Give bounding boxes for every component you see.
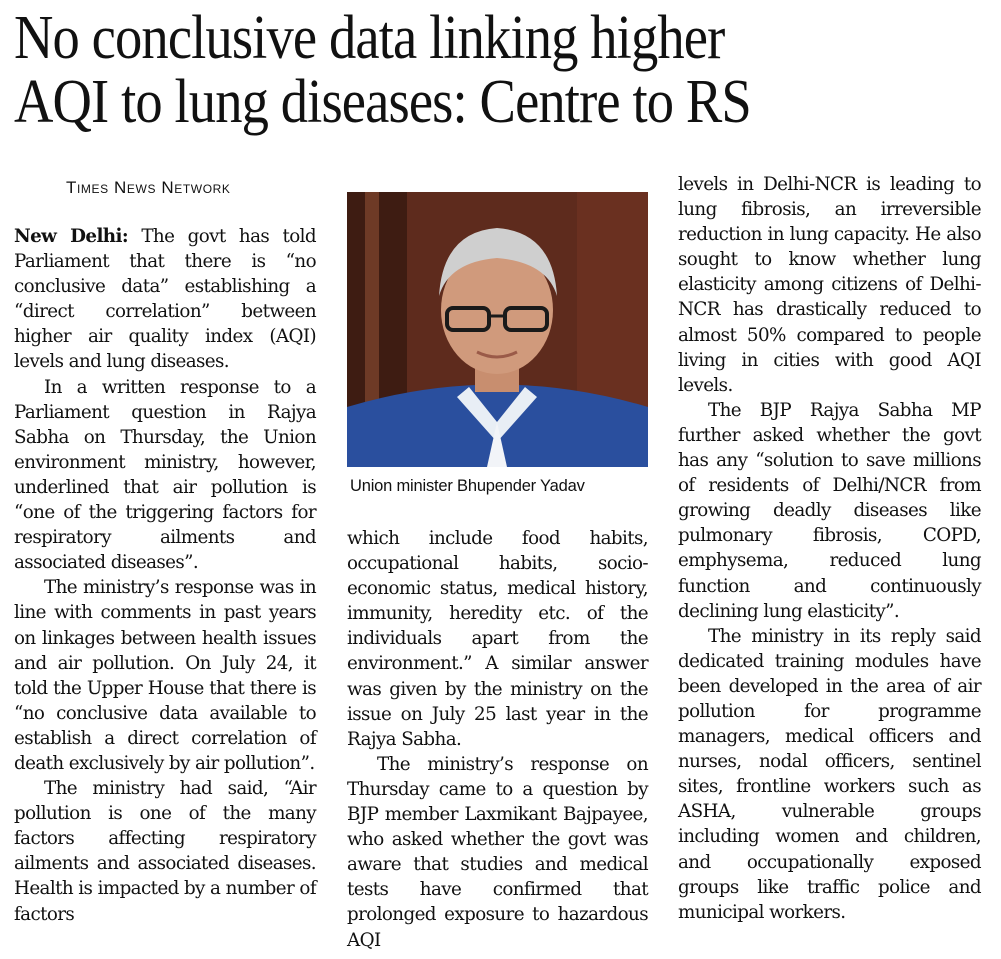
paragraph: The BJP Rajya Sabha MP further asked whether the govt has any “solution to save millions of residents of Delhi/NCR from growing deadly diseases like pulmonary fibrosis, COPD, emphysema, reduced lung function and continuously declining lung elasticity”. [678,399,981,622]
minister-photo [347,192,648,467]
paragraph: The ministry in its reply said dedicated training modules have been developed in the area of air pollution for programme managers, medical officers and nurses, nodal officers, sentinel sites, frontline workers such as ASHA, vulnerable groups including women and children, and occupationally exposed groups like traffic police and municipal workers. [678,625,981,923]
paragraph [14,224,316,375]
paragraph: In a written response to a Parliament question in Rajya Sabha on Thursday, the Union environment ministry, however, underlined that air pollution is “one of the triggering factors for respiratory ailments and associated diseases”. [14,376,316,574]
headline-line-1: No conclusive data linking higher [14,4,725,72]
headline-line-2: AQI to lung diseases: Centre to RS [14,68,751,136]
portrait-illustration [347,192,648,467]
paragraph: The ministry had said, “Air pollution is one of the many factors affecting respiratory ailments and associated diseases. Health is impacted by a number of factors [14,778,316,925]
dateline: New Delhi: [14,226,128,247]
headline [14,6,991,134]
article-column-1 [14,224,316,952]
paragraph: levels in Delhi-NCR is leading to lung fibrosis, an irreversible reduction in lung capacity. He also sought to know whether lung elasticity among citizens of Delhi-NCR has drastically reduced to almost 50% compared to people living in cities with good AQI levels. [678,174,981,396]
paragraph-text: The govt has told Parliament that there is “no conclusive data” establishing a “direct correlation” between higher air quality index (AQI) levels and lung diseases. [14,226,317,373]
paragraph: The ministry’s response on Thursday came to a question by BJP member Laxmikant Bajpayee, who asked whether the govt was aware that studies and medical tests have confirmed that prolonged exposure to hazardous AQI [347,753,648,951]
byline: Times News Network [66,178,231,197]
paragraph: which include food habits, occupational habits, socio-economic status, medical history, immunity, heredity etc. of the individuals apart from the environment.” A similar answer was given by the ministry on the issue on July 25 last year in the Rajya Sabha. [347,528,648,750]
article-column-2 [347,526,648,950]
photo-caption: Union minister Bhupender Yadav [350,477,585,495]
article-column-3 [678,172,981,952]
paragraph: The ministry’s response was in line with comments in past years on linkages between health issues and air pollution. On July 24, it told the Upper House that there is “no conclusive data available to establish a direct correlation of death exclusively by air pollution”. [14,577,316,774]
